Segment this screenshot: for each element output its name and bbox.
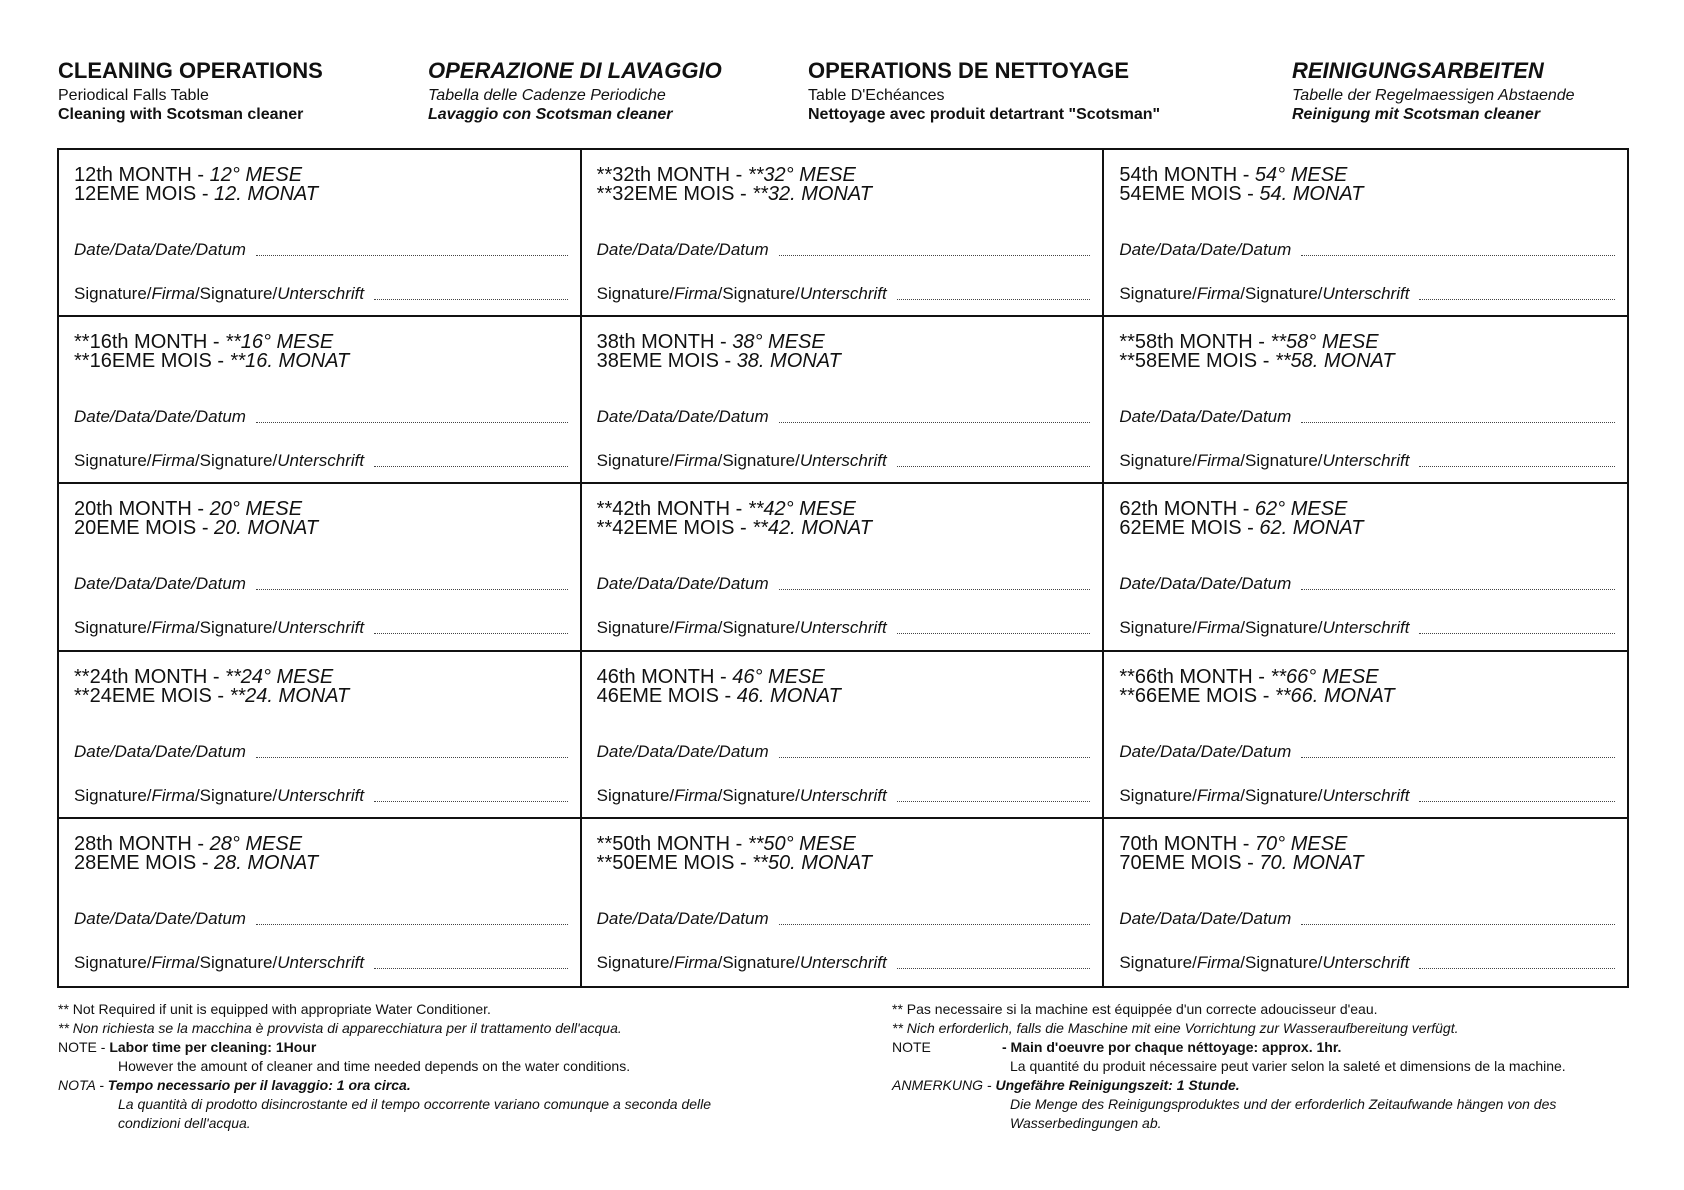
date-label: Date/Data/Date/Datum	[74, 741, 246, 761]
cleaning-schedule-table	[57, 148, 1629, 988]
date-field[interactable]	[597, 407, 1091, 427]
month-fr: **50EME MOIS -	[596, 851, 753, 874]
month-en: 12th MONTH -	[74, 164, 210, 186]
month-en: **58th MONTH -	[1119, 331, 1271, 354]
sig-part: /Signature/	[1240, 618, 1323, 638]
sig-part: Unterschrift	[1322, 952, 1410, 972]
month-label-line1	[1119, 165, 1347, 185]
month-fr: 46EME MOIS -	[596, 684, 737, 707]
date-dotted-line[interactable]	[256, 254, 568, 256]
sig-part: Signature/	[74, 284, 152, 303]
date-field[interactable]	[597, 742, 1091, 762]
sig-part: Unterschrift	[277, 952, 365, 972]
month-fr: **24EME MOIS -	[74, 684, 230, 707]
sig-part: Signature/	[1119, 618, 1197, 638]
header-french	[808, 58, 1160, 124]
date-field[interactable]	[74, 574, 568, 594]
month-fr: 38EME MOIS -	[596, 350, 737, 373]
sig-part: /Signature/	[717, 618, 800, 638]
sig-part: Firma	[151, 284, 195, 303]
schedule-cell	[59, 317, 582, 484]
month-de: 20. MONAT	[214, 517, 319, 540]
month-it: 46° MESE	[732, 665, 825, 688]
signature-dotted-line[interactable]	[374, 465, 568, 467]
date-field[interactable]	[1119, 240, 1615, 260]
date-field[interactable]	[1119, 407, 1615, 427]
signature-dotted-line[interactable]	[897, 967, 1091, 969]
signature-dotted-line[interactable]	[374, 967, 568, 969]
signature-field[interactable]	[1119, 451, 1615, 471]
header-subtitle-bold: Nettoyage avec produit detartrant "Scotsman"	[808, 106, 1161, 123]
sig-part: /Signature/	[1240, 785, 1323, 805]
date-field[interactable]	[1119, 742, 1615, 762]
note-label: NOTE -	[58, 1039, 110, 1055]
signature-dotted-line[interactable]	[1419, 632, 1615, 634]
month-de: 12. MONAT	[214, 183, 319, 205]
schedule-cell	[59, 484, 582, 651]
month-label-line1	[74, 332, 333, 352]
month-fr: 28EME MOIS -	[74, 851, 215, 874]
schedule-cell	[1104, 317, 1627, 484]
nota-row	[58, 1076, 711, 1095]
date-dotted-line[interactable]	[779, 588, 1091, 590]
month-fr: **16EME MOIS -	[74, 350, 230, 373]
month-it: **66° MESE	[1270, 665, 1379, 688]
sig-part: /Signature/	[194, 785, 278, 805]
month-en: 38th MONTH -	[596, 331, 733, 354]
month-label-line2	[597, 518, 872, 538]
date-field[interactable]	[597, 574, 1091, 594]
month-en: 20th MONTH -	[74, 498, 210, 521]
sig-part: Firma	[674, 618, 718, 638]
date-label: Date/Data/Date/Datum	[1119, 741, 1292, 761]
signature-field[interactable]	[74, 451, 568, 471]
schedule-cell	[1104, 484, 1627, 651]
schedule-cell	[582, 652, 1105, 819]
month-it: **16° MESE	[225, 331, 334, 354]
month-label-line2	[597, 351, 841, 371]
signature-dotted-line[interactable]	[1419, 967, 1615, 969]
signature-field[interactable]	[1119, 786, 1615, 806]
schedule-cell	[582, 819, 1105, 986]
sig-part: /Signature/	[194, 952, 278, 972]
nota-bold: Tempo necessario per il lavaggio: 1 ora circa.	[107, 1077, 411, 1093]
signature-label	[74, 451, 364, 471]
anmerkung-label: ANMERKUNG -	[892, 1077, 996, 1093]
signature-field[interactable]	[1119, 284, 1615, 304]
date-dotted-line[interactable]	[256, 588, 568, 590]
date-dotted-line[interactable]	[779, 421, 1091, 423]
header-title: OPERAZIONE DI LAVAGGIO	[428, 58, 722, 83]
sig-part: Firma	[151, 952, 195, 972]
month-de: **66. MONAT	[1274, 684, 1395, 707]
date-label: Date/Data/Date/Datum	[74, 240, 246, 259]
signature-label	[1119, 786, 1409, 806]
date-label: Date/Data/Date/Datum	[596, 741, 769, 761]
sig-part: Firma	[1196, 451, 1241, 471]
month-label-line1	[1119, 667, 1378, 687]
month-en: **42th MONTH -	[596, 498, 748, 521]
sig-part: Unterschrift	[1322, 284, 1410, 303]
note-line: ** Non richiesta se la macchina è provvista di apparecchiatura per il trattamento dell'acqua.	[58, 1020, 622, 1036]
header-subtitle: Periodical Falls Table	[58, 87, 209, 104]
nota-text: condizioni dell'acqua.	[118, 1115, 251, 1131]
notes-right	[892, 1000, 1566, 1133]
sig-part: Signature/	[596, 618, 675, 638]
sig-part: Unterschrift	[799, 618, 887, 638]
note-line: ** Nich erforderlich, falls die Maschine mit eine Vorrichtung zur Wasseraufbereitung verfügt.	[892, 1020, 1459, 1036]
date-label: Date/Data/Date/Datum	[1119, 240, 1292, 259]
date-dotted-line[interactable]	[256, 421, 568, 423]
sig-part: Signature/	[596, 952, 675, 972]
signature-label	[74, 786, 364, 806]
month-it: 70° MESE	[1254, 832, 1348, 855]
month-fr: 70EME MOIS -	[1119, 851, 1260, 874]
sig-part: Unterschrift	[799, 284, 887, 303]
header-subtitle: Tabelle der Regelmaessigen Abstaende	[1292, 87, 1575, 104]
month-en: **16th MONTH -	[74, 331, 226, 354]
month-label-line2	[74, 686, 349, 706]
month-de: **58. MONAT	[1274, 350, 1395, 373]
signature-label	[597, 953, 887, 973]
signature-label	[74, 284, 364, 304]
schedule-cell	[59, 819, 582, 986]
date-label: Date/Data/Date/Datum	[1119, 908, 1292, 928]
date-label: Date/Data/Date/Datum	[596, 240, 769, 259]
signature-dotted-line[interactable]	[897, 632, 1091, 634]
signature-label	[74, 618, 364, 638]
month-it: 20° MESE	[209, 498, 303, 521]
month-label-line1	[597, 165, 856, 185]
month-fr: **42EME MOIS -	[596, 517, 753, 540]
date-dotted-line[interactable]	[1301, 923, 1615, 925]
sig-part: /Signature/	[194, 451, 278, 471]
month-en: **32th MONTH -	[596, 164, 748, 186]
signature-label	[1119, 953, 1409, 973]
date-dotted-line[interactable]	[779, 756, 1091, 758]
note-row	[892, 1038, 1566, 1057]
date-label: Date/Data/Date/Datum	[74, 908, 246, 928]
sig-part: /Signature/	[717, 451, 800, 471]
date-label: Date/Data/Date/Datum	[1119, 407, 1292, 427]
month-label-line1	[1119, 332, 1378, 352]
nota-text: La quantità di prodotto disincrostante ed il tempo occorrente variano comunque a seconda delle	[118, 1096, 712, 1112]
signature-field[interactable]	[597, 953, 1091, 973]
signature-dotted-line[interactable]	[897, 465, 1091, 467]
month-label-line1	[597, 332, 825, 352]
date-dotted-line[interactable]	[1301, 756, 1615, 758]
header-title: CLEANING OPERATIONS	[58, 58, 323, 83]
sig-part: Signature/	[1119, 952, 1197, 972]
signature-label	[1119, 451, 1409, 471]
sig-part: /Signature/	[717, 284, 800, 303]
sig-part: Signature/	[596, 785, 675, 805]
month-label-line1	[74, 165, 302, 185]
sig-part: Firma	[674, 284, 718, 303]
note-bold: - Main d'oeuvre por chaque néttoyage: approx. 1hr.	[1002, 1039, 1342, 1055]
signature-dotted-line[interactable]	[897, 800, 1091, 802]
month-de: 28. MONAT	[214, 851, 319, 874]
date-label: Date/Data/Date/Datum	[596, 574, 769, 594]
schedule-cell	[582, 150, 1105, 317]
signature-field[interactable]	[74, 618, 568, 638]
month-de: **50. MONAT	[752, 851, 872, 874]
signature-field[interactable]	[74, 786, 568, 806]
month-it: 28° MESE	[209, 832, 303, 855]
month-label-line2	[74, 853, 318, 873]
month-label-line2	[74, 184, 318, 204]
sig-part: Signature/	[74, 785, 152, 805]
sig-part: /Signature/	[1240, 451, 1323, 471]
sig-part: Signature/	[596, 284, 675, 303]
sig-part: /Signature/	[1240, 952, 1323, 972]
month-label-line1	[1119, 834, 1347, 854]
month-fr: 20EME MOIS -	[74, 517, 215, 540]
month-en: **24th MONTH -	[74, 665, 226, 688]
signature-label	[1119, 284, 1409, 304]
sig-part: Signature/	[74, 618, 152, 638]
date-label: Date/Data/Date/Datum	[74, 407, 246, 427]
date-dotted-line[interactable]	[779, 254, 1091, 256]
signature-dotted-line[interactable]	[1419, 800, 1615, 802]
sig-part: /Signature/	[194, 284, 278, 303]
signature-dotted-line[interactable]	[374, 298, 568, 300]
month-label-line1	[74, 834, 302, 854]
month-fr: 62EME MOIS -	[1119, 517, 1260, 540]
signature-dotted-line[interactable]	[1419, 465, 1615, 467]
date-field[interactable]	[74, 909, 568, 929]
month-it: 38° MESE	[732, 331, 825, 354]
month-de: 62. MONAT	[1259, 517, 1364, 540]
date-dotted-line[interactable]	[779, 923, 1091, 925]
sig-part: Unterschrift	[277, 284, 365, 303]
sig-part: Firma	[151, 785, 195, 805]
month-fr: **66EME MOIS -	[1119, 684, 1275, 707]
month-label-line2	[597, 853, 872, 873]
header-subtitle: Table D'Echéances	[808, 87, 945, 104]
month-en: 62th MONTH -	[1119, 498, 1255, 521]
date-field[interactable]	[597, 909, 1091, 929]
anmerkung-text: Die Menge des Reinigungsproduktes und der erforderlich Zeitaufwande hängen von des	[1010, 1096, 1557, 1112]
month-label-line2	[1119, 518, 1363, 538]
date-label: Date/Data/Date/Datum	[1119, 574, 1292, 594]
sig-part: Unterschrift	[277, 451, 365, 471]
signature-dotted-line[interactable]	[374, 632, 568, 634]
signature-field[interactable]	[74, 953, 568, 973]
month-it: **32° MESE	[747, 164, 856, 186]
month-label-line1	[597, 667, 825, 687]
month-en: 54th MONTH -	[1119, 164, 1255, 186]
header-title: REINIGUNGSARBEITEN	[1292, 58, 1544, 83]
signature-field[interactable]	[597, 618, 1091, 638]
signature-label	[1119, 618, 1409, 638]
sig-part: /Signature/	[717, 952, 800, 972]
month-label-line1	[74, 667, 333, 687]
signature-field[interactable]	[74, 284, 568, 304]
sig-part: Unterschrift	[277, 618, 365, 638]
month-label-line2	[1119, 686, 1394, 706]
month-en: **50th MONTH -	[596, 832, 748, 855]
sig-part: Signature/	[1119, 785, 1197, 805]
signature-label	[597, 451, 887, 471]
month-it: **42° MESE	[747, 498, 856, 521]
sig-part: Unterschrift	[799, 451, 887, 471]
signature-dotted-line[interactable]	[1419, 298, 1615, 300]
header-italian	[428, 58, 722, 124]
date-dotted-line[interactable]	[256, 756, 568, 758]
sig-part: Firma	[151, 451, 195, 471]
date-field[interactable]	[1119, 574, 1615, 594]
date-dotted-line[interactable]	[1301, 254, 1615, 256]
note-line: ** Pas necessaire si la machine est équippée d'un correcte adoucisseur d'eau.	[892, 1001, 1378, 1017]
notes-left	[58, 1000, 711, 1133]
sig-part: /Signature/	[1240, 284, 1323, 303]
signature-field[interactable]	[597, 786, 1091, 806]
schedule-cell	[1104, 819, 1627, 986]
signature-field[interactable]	[1119, 618, 1615, 638]
sig-part: Unterschrift	[799, 952, 887, 972]
schedule-cell	[1104, 150, 1627, 317]
month-de: **16. MONAT	[229, 350, 350, 373]
note-bold: Labor time per cleaning: 1Hour	[109, 1039, 317, 1055]
header-subtitle-bold: Lavaggio con Scotsman cleaner	[428, 106, 673, 123]
month-de: **24. MONAT	[229, 684, 350, 707]
date-dotted-line[interactable]	[256, 923, 568, 925]
header-subtitle-bold: Cleaning with Scotsman cleaner	[58, 106, 304, 123]
signature-field[interactable]	[597, 284, 1091, 304]
month-it: **50° MESE	[747, 832, 856, 855]
month-it: 12° MESE	[209, 164, 303, 186]
month-label-line1	[1119, 499, 1347, 519]
sig-part: Unterschrift	[1322, 451, 1410, 471]
note-label: NOTE	[892, 1039, 931, 1055]
month-fr: 12EME MOIS -	[74, 183, 215, 205]
anmerkung-bold: Ungefähre Reinigungszeit: 1 Stunde.	[995, 1077, 1240, 1093]
month-de: **32. MONAT	[752, 183, 872, 205]
signature-dotted-line[interactable]	[374, 800, 568, 802]
signature-field[interactable]	[597, 451, 1091, 471]
month-it: 62° MESE	[1254, 498, 1348, 521]
month-de: 46. MONAT	[736, 684, 841, 707]
month-label-line2	[1119, 853, 1363, 873]
date-label: Date/Data/Date/Datum	[596, 908, 769, 928]
month-label-line2	[597, 184, 872, 204]
sig-part: Signature/	[596, 451, 675, 471]
sig-part: Firma	[1196, 618, 1241, 638]
anmerkung-row	[892, 1076, 1566, 1095]
month-fr: **32EME MOIS -	[596, 183, 753, 205]
sig-part: Unterschrift	[799, 785, 887, 805]
month-label-line2	[1119, 351, 1394, 371]
month-en: **66th MONTH -	[1119, 665, 1271, 688]
nota-label: NOTA -	[58, 1077, 108, 1093]
month-en: 28th MONTH -	[74, 832, 210, 855]
sig-part: Firma	[151, 618, 195, 638]
month-label-line2	[597, 686, 841, 706]
month-label-line1	[597, 499, 856, 519]
note-line: ** Not Required if unit is equipped with appropriate Water Conditioner.	[58, 1001, 491, 1017]
month-fr: **58EME MOIS -	[1119, 350, 1275, 373]
sig-part: Signature/	[1119, 451, 1197, 471]
date-dotted-line[interactable]	[1301, 421, 1615, 423]
schedule-cell	[582, 317, 1105, 484]
sig-part: Firma	[1196, 284, 1241, 303]
month-label-line2	[74, 351, 349, 371]
month-de: 70. MONAT	[1259, 851, 1364, 874]
sig-part: Firma	[1196, 952, 1241, 972]
schedule-cell	[1104, 652, 1627, 819]
date-label: Date/Data/Date/Datum	[74, 574, 246, 594]
header-subtitle-bold: Reinigung mit Scotsman cleaner	[1292, 106, 1541, 123]
sig-part: Unterschrift	[1322, 618, 1410, 638]
sig-part: Firma	[1196, 785, 1241, 805]
header-subtitle: Tabella delle Cadenze Periodiche	[428, 87, 666, 104]
date-field[interactable]	[597, 240, 1091, 260]
month-it: **58° MESE	[1270, 331, 1379, 354]
sig-part: Firma	[674, 952, 718, 972]
month-en: 70th MONTH -	[1119, 832, 1255, 855]
schedule-cell	[582, 484, 1105, 651]
header-english	[58, 58, 323, 124]
note-text: However the amount of cleaner and time needed depends on the water conditions.	[118, 1058, 631, 1074]
signature-field[interactable]	[1119, 953, 1615, 973]
date-field[interactable]	[1119, 909, 1615, 929]
signature-label	[597, 786, 887, 806]
month-fr: 54EME MOIS -	[1119, 183, 1260, 205]
schedule-cell	[59, 150, 582, 317]
sig-part: Unterschrift	[277, 785, 365, 805]
date-dotted-line[interactable]	[1301, 588, 1615, 590]
header-title: OPERATIONS DE NETTOYAGE	[808, 58, 1130, 83]
sig-part: /Signature/	[194, 618, 278, 638]
note-row	[58, 1038, 711, 1057]
month-label-line2	[74, 518, 318, 538]
month-de: **42. MONAT	[752, 517, 872, 540]
month-label-line2	[1119, 184, 1363, 204]
anmerkung-text: Wasserbedingungen ab.	[1010, 1115, 1162, 1131]
header-german	[1292, 58, 1575, 124]
month-en: 46th MONTH -	[596, 665, 733, 688]
sig-part: /Signature/	[717, 785, 800, 805]
sig-part: Signature/	[1119, 284, 1197, 303]
date-field[interactable]	[74, 240, 568, 260]
month-label-line1	[74, 499, 302, 519]
sig-part: Signature/	[74, 952, 152, 972]
sig-part: Signature/	[74, 451, 152, 471]
sig-part: Firma	[674, 451, 718, 471]
month-it: **24° MESE	[225, 665, 334, 688]
sig-part: Unterschrift	[1322, 785, 1410, 805]
month-label-line1	[597, 834, 856, 854]
note-text: La quantité du produit nécessaire peut varier selon la saleté et dimensions de la machine.	[1010, 1058, 1566, 1074]
signature-dotted-line[interactable]	[897, 298, 1091, 300]
date-label: Date/Data/Date/Datum	[596, 407, 769, 427]
sig-part: Firma	[674, 785, 718, 805]
signature-label	[74, 953, 364, 973]
signature-label	[597, 284, 887, 304]
schedule-cell	[59, 652, 582, 819]
month-it: 54° MESE	[1254, 164, 1348, 186]
date-field[interactable]	[74, 407, 568, 427]
signature-label	[597, 618, 887, 638]
date-field[interactable]	[74, 742, 568, 762]
month-de: 54. MONAT	[1259, 183, 1364, 205]
month-de: 38. MONAT	[736, 350, 841, 373]
